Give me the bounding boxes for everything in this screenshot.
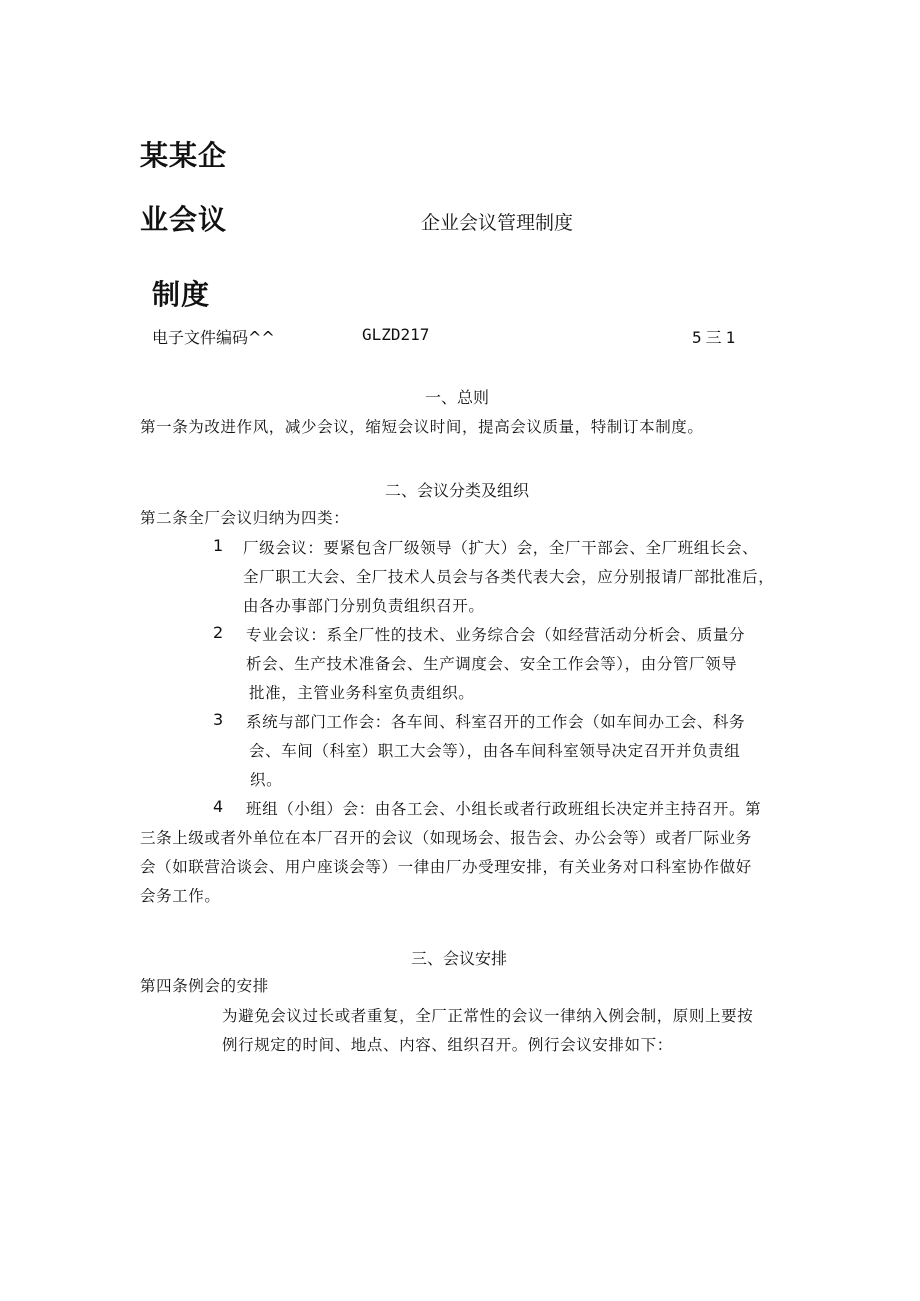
list-item-line: 全厂职工大会、全厂技术人员会与各类代表大会，应分别报请厂部批准后， (243, 568, 775, 586)
paragraph-line: 为避免会议过长或者重复，全厂正常性的会议一律纳入例会制，原则上要按 (222, 1007, 754, 1025)
page-mark: 5三1 (692, 328, 740, 347)
article-4: 第四条例会的安排 (140, 977, 269, 995)
list-item-number: 2 (213, 623, 224, 642)
section-heading-arrangement: 三、会议安排 (411, 949, 508, 968)
section-heading-general: 一、总则 (425, 388, 490, 407)
article-2: 第二条全厂会议归纳为四类： (140, 509, 350, 527)
article-3-line: 三条上级或者外单位在本厂召开的会议（如现场会、报告会、办公会等）或者厂际业务 (140, 829, 752, 847)
list-item-line: 班组（小组）会：由各工会、小组长或者行政班组长决定并主持召开。第 (246, 800, 762, 818)
list-item-number: 4 (213, 797, 224, 816)
center-title: 企业会议管理制度 (421, 212, 574, 234)
list-item-line: 织。 (250, 771, 283, 789)
article-3-line: 会（如联营洽谈会、用户座谈会等）一律由厂办受理安排，有关业务对口科室协作做好 (140, 858, 752, 876)
article-3-line: 会务工作。 (140, 887, 221, 905)
list-item-line: 由各办事部门分别负责组织召开。 (243, 597, 485, 615)
doc-title-line-3: 制度 (152, 278, 211, 311)
list-item-line: 系统与部门工作会：各车间、科室召开的工作会（如车间办工会、科务 (246, 713, 746, 731)
list-item-line: 会、车间（科室）职工大会等），由各车间科室领导决定召开并负责组 (249, 742, 741, 760)
paragraph-line: 例行规定的时间、地点、内容、组织召开。例行会议安排如下： (222, 1036, 673, 1054)
code-value: GLZD217 (362, 325, 430, 344)
section-heading-classification: 二、会议分类及组织 (385, 481, 530, 500)
list-item-line: 厂级会议：要紧包含厂级领导（扩大）会，全厂干部会、全厂班组长会、 (243, 539, 759, 557)
list-item-line: 专业会议：系全厂性的技术、业务综合会（如经营活动分析会、质量分 (246, 626, 746, 644)
doc-title-line-1: 某某企 (140, 139, 228, 172)
list-item-number: 3 (213, 710, 224, 729)
code-label: 电子文件编码^^ (152, 328, 275, 347)
list-item-number: 1 (213, 536, 224, 555)
list-item-line: 析会、生产技术准备会、生产调度会、安全工作会等），由分管厂领导 (246, 655, 738, 673)
article-1: 第一条为改进作风，减少会议，缩短会议时间，提高会议质量，特制订本制度。 (140, 418, 704, 436)
list-item-line: 批准，主管业务科室负责组织。 (249, 684, 475, 702)
doc-title-line-2: 业会议 (140, 203, 228, 236)
